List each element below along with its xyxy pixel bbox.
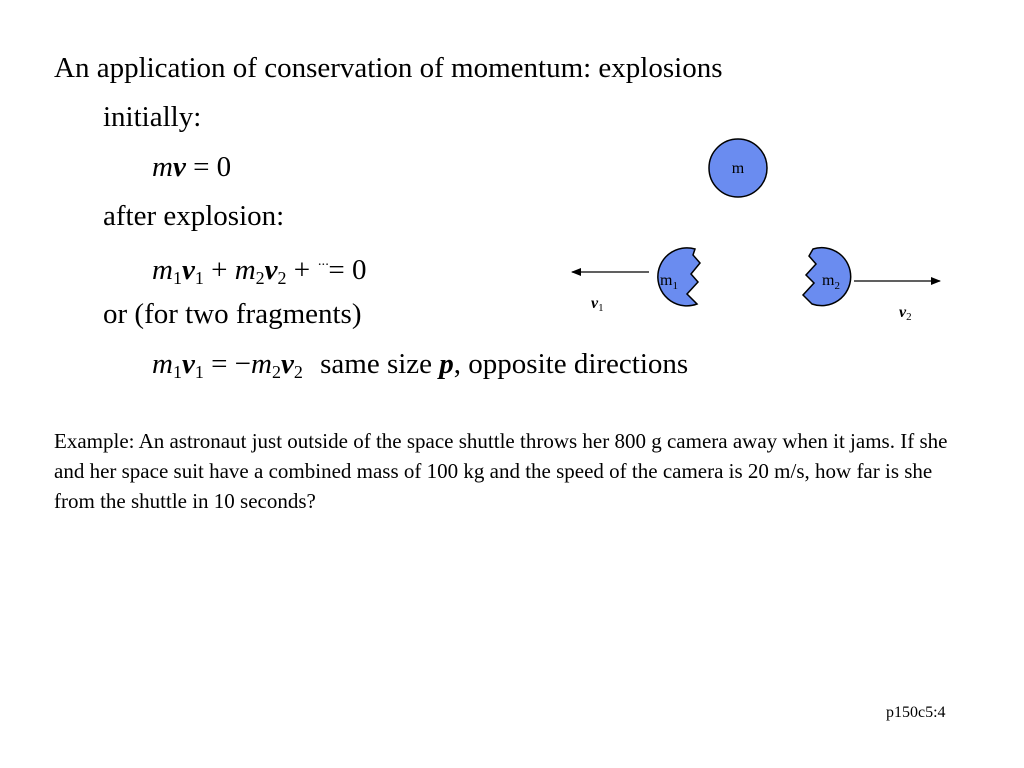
equation-two-fragments: [152, 346, 688, 382]
eq-v2: v: [264, 254, 278, 286]
eq2-text-before-p: same size: [320, 348, 440, 380]
initial-mass-label: m: [731, 160, 745, 177]
eq-v1: v: [181, 254, 195, 286]
eq-velocity: v: [172, 151, 186, 183]
equation-initial: [152, 149, 231, 185]
eq2-m2-sub: 2: [272, 362, 281, 382]
eq2-v1: v: [181, 348, 195, 380]
eq2-momentum-p: p: [439, 348, 454, 380]
eq2-m1: m: [152, 348, 173, 380]
eq-plus: +: [211, 254, 228, 286]
eq2-v1-sub: 1: [194, 362, 204, 382]
velocity-1-label: v1: [591, 295, 604, 314]
slide-title: An application of conservation of momentum: explosions: [54, 52, 723, 84]
eq-mass: m: [152, 151, 173, 183]
eq-m1: m: [152, 254, 173, 286]
eq-m1-sub: 1: [172, 268, 182, 288]
eq-v2-sub: 2: [277, 268, 287, 288]
eq2-v2-sub: 2: [293, 362, 303, 382]
two-fragments-label: or (for two fragments): [103, 298, 362, 330]
eq-v1-sub: 1: [194, 268, 204, 288]
velocity-2-label: v2: [899, 304, 912, 323]
example-problem: Example: An astronaut just outside of the space shuttle throws her 800 g camera away when it jams. If she and her space suit have a combined mass of 100 kg and the speed of the camera is 20 m/s, how far is she from the shuttle in 10 seconds?: [54, 429, 948, 513]
eq-after-rhs: = 0: [328, 254, 367, 286]
eq-dots: ···: [317, 258, 329, 273]
eq2-m1-sub: 1: [172, 362, 182, 382]
slide-id: p150c5:4: [886, 704, 946, 721]
explosion-diagram: [560, 135, 960, 335]
after-explosion-label: after explosion:: [103, 200, 285, 232]
eq-rhs: = 0: [193, 151, 232, 183]
eq2-m2: m: [251, 348, 272, 380]
eq-plus-2: +: [293, 254, 311, 286]
fragment-1-label: $m_1$: [660, 272, 678, 292]
eq2-v2: v: [281, 348, 294, 380]
eq-m2: m: [234, 254, 256, 286]
equation-after: [152, 248, 366, 288]
eq-m2-sub: 2: [255, 268, 265, 288]
eq2-text-after-p: , opposite directions: [453, 348, 689, 380]
fragment-2-label: $m_2$: [822, 272, 840, 292]
initially-label: initially:: [103, 101, 202, 133]
eq2-equals: = −: [211, 348, 252, 380]
